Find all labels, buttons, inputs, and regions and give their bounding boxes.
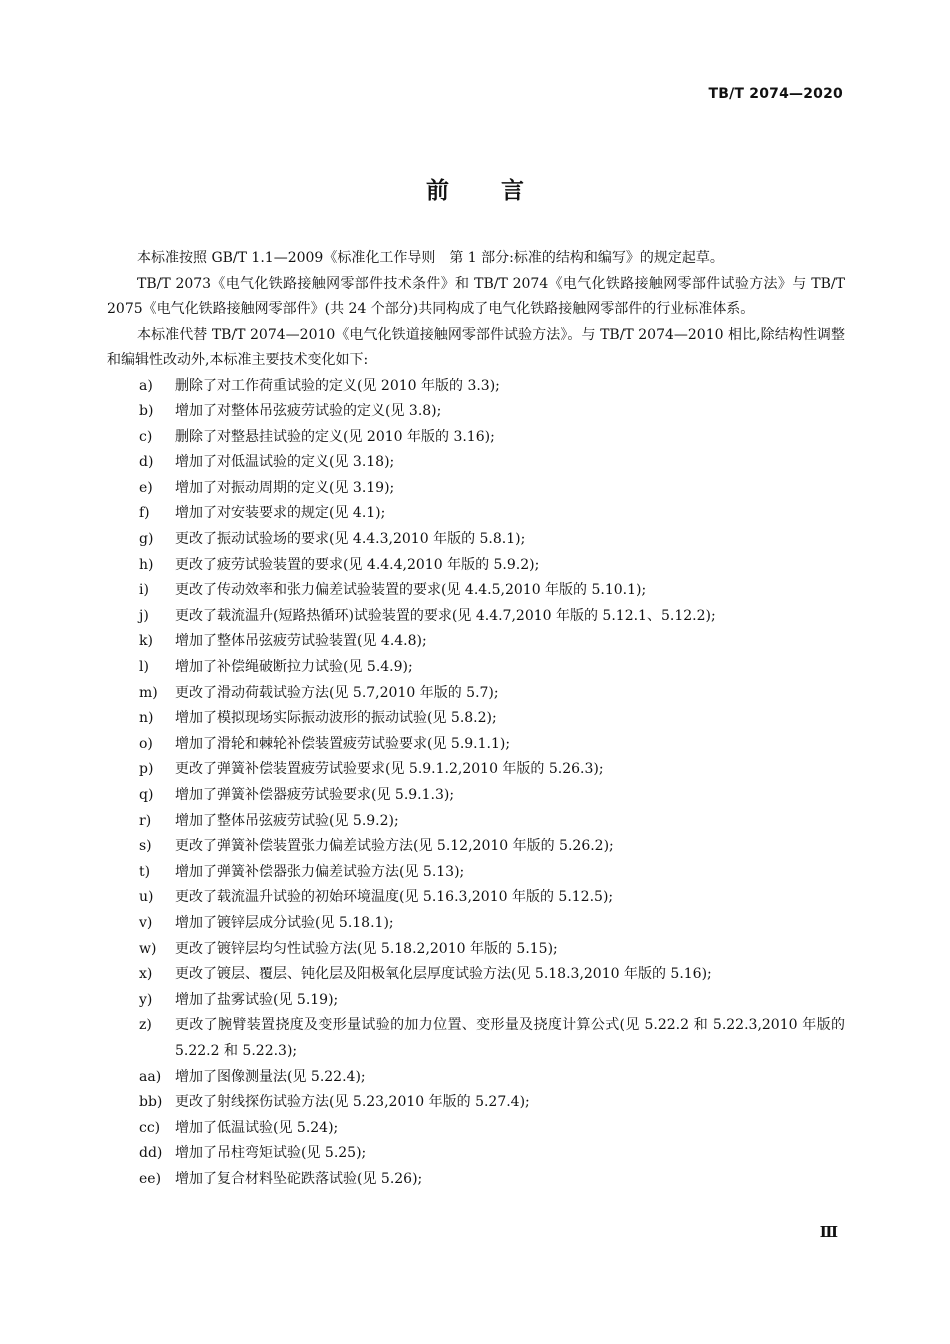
list-item-text: 增加了图像测量法(见 5.22.4); bbox=[175, 1068, 366, 1085]
list-item-text: 更改了弹簧补偿装置疲劳试验要求(见 5.9.1.2,2010 年版的 5.26.3); bbox=[175, 761, 604, 778]
list-item-text: 增加了低温试验(见 5.24); bbox=[175, 1119, 339, 1136]
list-item bbox=[107, 655, 845, 681]
list-item-text: 增加了整体吊弦疲劳试验(见 5.9.2); bbox=[175, 812, 399, 829]
list-item-text: 增加了弹簧补偿器疲劳试验要求(见 5.9.1.3); bbox=[175, 787, 455, 803]
list-item-marker: j) bbox=[139, 607, 149, 624]
list-item-text: 增加了盐雾试验(见 5.19); bbox=[175, 991, 339, 1008]
technical-changes-list bbox=[107, 374, 845, 1193]
list-item bbox=[107, 1090, 845, 1116]
list-item bbox=[107, 374, 845, 400]
list-item bbox=[107, 681, 845, 707]
list-item-marker: dd) bbox=[139, 1145, 163, 1162]
list-item-text: 增加了弹簧补偿器张力偏差试验方法(见 5.13); bbox=[175, 863, 465, 880]
list-item-marker: h) bbox=[139, 556, 154, 573]
list-item bbox=[107, 450, 845, 476]
list-item bbox=[107, 885, 845, 911]
list-item-marker: r) bbox=[139, 812, 152, 829]
paragraph-drafting-rule: 本标准按照 GB/T 1.1—2009《标准化工作导则 第 1 部分:标准的结构和编写》的规定起草。 bbox=[137, 250, 724, 266]
list-item-marker: w) bbox=[139, 940, 157, 957]
list-item-text: 删除了对工作荷重试验的定义(见 2010 年版的 3.3); bbox=[175, 377, 500, 394]
list-item-text: 增加了整体吊弦疲劳试验装置(见 4.4.8); bbox=[175, 633, 427, 650]
list-item-text: 增加了复合材料坠砣跌落试验(见 5.26); bbox=[175, 1170, 423, 1187]
list-item bbox=[107, 937, 845, 963]
list-item-text: 更改了载流温升(短路热循环)试验装置的要求(见 4.4.7,2010 年版的 5.12.1、5.12.2); bbox=[175, 607, 716, 624]
list-item-text: 更改了腕臂装置挠度及变形量试验的加力位置、变形量及挠度计算公式(见 5.22.2 和 5.22.3,2010 年版的 5.22.2 和 5.22.3); bbox=[175, 1017, 845, 1059]
list-item-marker: d) bbox=[139, 454, 154, 471]
list-item-text: 更改了滑动荷载试验方法(见 5.7,2010 年版的 5.7); bbox=[175, 684, 499, 701]
list-item bbox=[107, 1013, 845, 1064]
document-body bbox=[107, 246, 845, 1193]
list-item-marker: o) bbox=[139, 735, 153, 752]
list-item bbox=[107, 757, 845, 783]
list-item-text: 增加了模拟现场实际振动波形的振动试验(见 5.8.2); bbox=[175, 710, 497, 727]
list-item-marker: a) bbox=[139, 377, 153, 394]
list-item-text: 更改了疲劳试验装置的要求(见 4.4.4,2010 年版的 5.9.2); bbox=[175, 556, 540, 573]
list-item bbox=[107, 527, 845, 553]
list-item-text: 增加了滑轮和棘轮补偿装置疲劳试验要求(见 5.9.1.1); bbox=[175, 735, 511, 752]
list-item bbox=[107, 425, 845, 451]
list-item bbox=[107, 1065, 845, 1091]
list-item bbox=[107, 962, 845, 988]
list-item-marker: n) bbox=[139, 710, 154, 727]
list-item bbox=[107, 501, 845, 527]
page-number: Ⅲ bbox=[819, 1223, 838, 1241]
list-item bbox=[107, 1116, 845, 1142]
list-item-marker: i) bbox=[139, 582, 149, 599]
list-item-marker: aa) bbox=[139, 1068, 162, 1085]
list-item bbox=[107, 1141, 845, 1167]
list-item-marker: z) bbox=[139, 1017, 152, 1034]
list-item bbox=[107, 399, 845, 425]
list-item-text: 增加了对振动周期的定义(见 3.19); bbox=[175, 479, 395, 496]
list-item-text: 更改了振动试验场的要求(见 4.4.3,2010 年版的 5.8.1); bbox=[175, 531, 526, 548]
list-item bbox=[107, 604, 845, 630]
list-item-text: 增加了对低温试验的定义(见 3.18); bbox=[175, 454, 395, 471]
list-item-marker: c) bbox=[139, 428, 153, 445]
list-item-text: 删除了对整悬挂试验的定义(见 2010 年版的 3.16); bbox=[175, 428, 495, 445]
list-item-text: 增加了镀锌层成分试验(见 5.18.1); bbox=[175, 914, 394, 931]
list-item-marker: t) bbox=[139, 863, 151, 880]
page-title: 前言 bbox=[426, 178, 576, 204]
list-item-marker: k) bbox=[139, 633, 153, 650]
standard-code: TB/T 2074—2020 bbox=[708, 86, 843, 102]
paragraph-replacement: 本标准代替 TB/T 2074—2010《电气化铁道接触网零部件试验方法》。与 TB/T 2074—2010 相比,除结构性调整和编辑性改动外,本标准主要技术变化如下: bbox=[107, 326, 845, 368]
list-item-marker: m) bbox=[139, 684, 158, 701]
paragraph-standard-system: TB/T 2073《电气化铁路接触网零部件技术条件》和 TB/T 2074《电气化铁路接触网零部件试验方法》与 TB/T 2075《电气化铁路接触网零部件》(共 24 个部分)共同构成了电气化铁路接触网零部件的行业标准体系。 bbox=[107, 275, 845, 317]
list-item bbox=[107, 988, 845, 1014]
list-item-marker: u) bbox=[139, 889, 154, 906]
list-item-marker: q) bbox=[139, 787, 154, 803]
list-item bbox=[107, 578, 845, 604]
list-item bbox=[107, 476, 845, 502]
list-item-marker: bb) bbox=[139, 1094, 163, 1111]
list-item-text: 更改了镀层、覆层、钝化层及阳极氧化层厚度试验方法(见 5.18.3,2010 年版的 5.16); bbox=[175, 966, 712, 983]
list-item-text: 更改了射线探伤试验方法(见 5.23,2010 年版的 5.27.4); bbox=[175, 1094, 530, 1111]
list-item bbox=[107, 783, 845, 809]
list-item-text: 增加了补偿绳破断拉力试验(见 5.4.9); bbox=[175, 659, 413, 676]
list-item bbox=[107, 911, 845, 937]
list-item bbox=[107, 860, 845, 886]
list-item bbox=[107, 629, 845, 655]
list-item-marker: p) bbox=[139, 761, 154, 778]
list-item-marker: b) bbox=[139, 403, 154, 420]
list-item bbox=[107, 834, 845, 860]
list-item-marker: y) bbox=[139, 991, 153, 1008]
list-item-text: 增加了对整体吊弦疲劳试验的定义(见 3.8); bbox=[175, 403, 442, 420]
list-item-marker: v) bbox=[139, 914, 153, 931]
list-item-marker: f) bbox=[139, 505, 150, 522]
list-item-text: 更改了镀锌层均匀性试验方法(见 5.18.2,2010 年版的 5.15); bbox=[175, 940, 558, 957]
list-item bbox=[107, 809, 845, 835]
list-item-text: 更改了传动效率和张力偏差试验装置的要求(见 4.4.5,2010 年版的 5.10.1); bbox=[175, 582, 647, 599]
list-item bbox=[107, 706, 845, 732]
list-item bbox=[107, 1167, 845, 1193]
list-item-marker: x) bbox=[139, 966, 153, 983]
list-item-text: 更改了弹簧补偿装置张力偏差试验方法(见 5.12,2010 年版的 5.26.2); bbox=[175, 838, 614, 855]
list-item-marker: ee) bbox=[139, 1170, 162, 1187]
list-item bbox=[107, 732, 845, 758]
list-item-text: 更改了载流温升试验的初始环境温度(见 5.16.3,2010 年版的 5.12.5); bbox=[175, 889, 614, 906]
list-item-text: 增加了对安装要求的规定(见 4.1); bbox=[175, 505, 386, 522]
list-item-text: 增加了吊柱弯矩试验(见 5.25); bbox=[175, 1145, 367, 1162]
list-item-marker: l) bbox=[139, 659, 149, 676]
list-item-marker: g) bbox=[139, 531, 154, 548]
list-item bbox=[107, 553, 845, 579]
list-item-marker: cc) bbox=[139, 1119, 161, 1136]
list-item-marker: s) bbox=[139, 838, 152, 855]
list-item-marker: e) bbox=[139, 479, 153, 496]
